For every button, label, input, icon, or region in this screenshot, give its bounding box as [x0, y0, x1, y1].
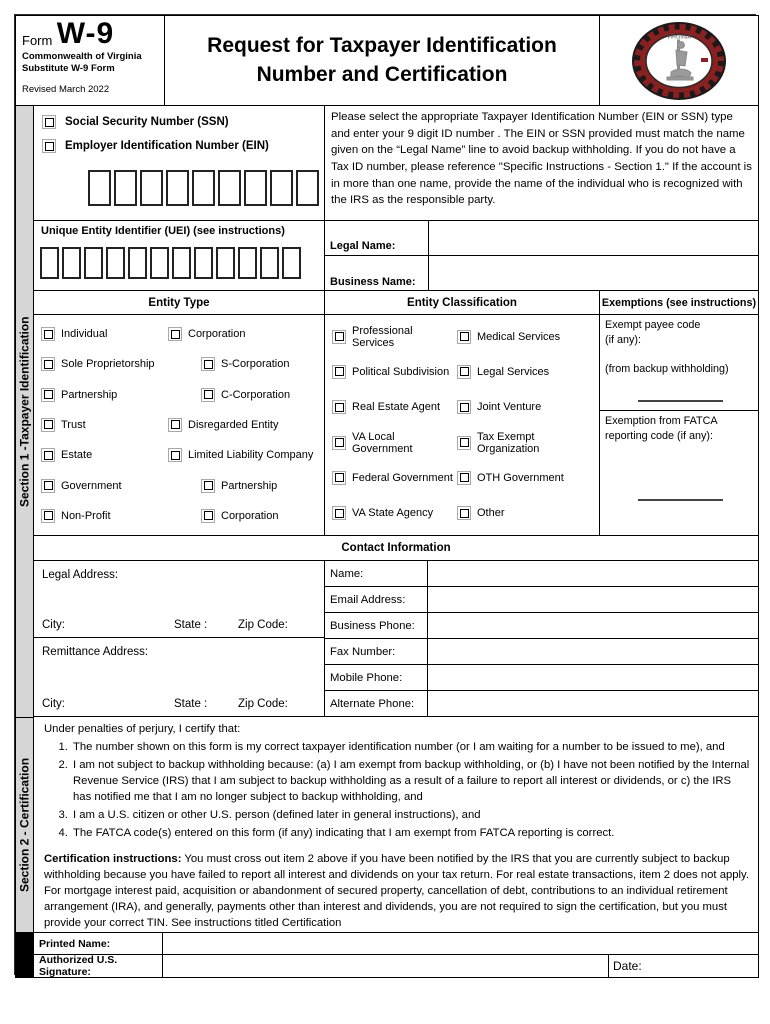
- certification-instructions-label: Certification instructions:: [44, 853, 182, 866]
- entity-classification-header: Entity Classification: [324, 290, 600, 315]
- checkbox-icon[interactable]: [41, 388, 55, 402]
- option-s-corporation[interactable]: S-Corporation: [168, 357, 289, 371]
- entity-type-options: [33, 314, 325, 536]
- checkbox-icon[interactable]: [457, 471, 471, 485]
- alternate-phone-input[interactable]: [428, 691, 758, 716]
- certification-item-1: 1. The number shown on this form is my correct taxpayer identification number (or I am waiting for a number to be issued to me), and: [71, 739, 750, 755]
- uei-character-box[interactable]: [128, 247, 147, 279]
- certification-list: [57, 739, 750, 841]
- checkbox-icon[interactable]: [201, 479, 215, 493]
- checkbox-icon[interactable]: [332, 471, 346, 485]
- fatca-label: Exemption from FATCA reporting code (if any):: [605, 415, 718, 443]
- entity-classification-row: [325, 390, 599, 425]
- option-llc-partnership[interactable]: Partnership: [168, 479, 277, 493]
- checkbox-icon[interactable]: [457, 400, 471, 414]
- checkbox-icon[interactable]: [168, 327, 182, 341]
- legal-address-label: Legal Address:: [42, 569, 119, 581]
- option-trust[interactable]: Trust: [41, 418, 168, 432]
- ssn-checkbox-icon[interactable]: [42, 115, 56, 129]
- contact-row-business-phone: [324, 612, 759, 639]
- tin-digit-box[interactable]: [114, 170, 137, 206]
- option-political-subdivision[interactable]: Political Subdivision: [332, 365, 457, 379]
- remittance-address-block[interactable]: [33, 637, 325, 717]
- alternate-phone-label: Alternate Phone:: [325, 691, 428, 716]
- uei-character-box[interactable]: [172, 247, 191, 279]
- checkbox-icon[interactable]: [201, 509, 215, 523]
- checkbox-icon[interactable]: [332, 330, 346, 344]
- option-corporation[interactable]: Corporation: [168, 327, 245, 341]
- business-phone-label: Business Phone:: [325, 613, 428, 638]
- uei-character-box[interactable]: [194, 247, 213, 279]
- option-llc-corporation[interactable]: Corporation: [168, 509, 278, 523]
- option-joint-venture[interactable]: Joint Venture: [457, 400, 541, 414]
- checkbox-icon[interactable]: [41, 418, 55, 432]
- option-government[interactable]: Government: [41, 479, 168, 493]
- date-label: Date:: [613, 959, 642, 973]
- certification-instructions: [44, 851, 750, 931]
- option-professional-services[interactable]: Professional Services: [332, 325, 457, 349]
- entity-type-header: Entity Type: [33, 290, 325, 315]
- legal-address-block[interactable]: [33, 560, 325, 638]
- exempt-payee-line2: (if any):: [605, 334, 641, 347]
- printed-name-input[interactable]: [162, 932, 759, 955]
- entity-classification-row: [325, 354, 599, 389]
- option-oth-government[interactable]: OTH Government: [457, 471, 564, 485]
- entity-type-row: [34, 440, 324, 470]
- uei-label: Unique Entity Identifier (UEI) (see instructions): [41, 225, 285, 237]
- tin-digit-box[interactable]: [88, 170, 111, 206]
- revision-date: Revised March 2022: [22, 83, 110, 95]
- exemptions-header: Exemptions (see instructions): [599, 290, 759, 315]
- page-title: Request for Taxpayer Identification Number and Certification: [207, 34, 557, 86]
- sidebar-section-2: [15, 717, 34, 933]
- certification-item-3: 3. I am a U.S. citizen or other U.S. person (defined later in general instructions), and: [71, 807, 750, 823]
- option-disregarded-entity[interactable]: Disregarded Entity: [168, 418, 279, 432]
- checkbox-icon[interactable]: [201, 357, 215, 371]
- entity-classification-row: [325, 460, 599, 495]
- form-title-block: [164, 15, 600, 106]
- legal-name-label: Legal Name:: [324, 220, 429, 256]
- uei-block: [33, 220, 325, 291]
- checkbox-icon[interactable]: [457, 506, 471, 520]
- entity-type-row: [34, 501, 324, 531]
- fatca-exemption-block: [599, 410, 759, 536]
- zip-label: Zip Code:: [238, 698, 288, 710]
- contact-row-name: [324, 560, 759, 587]
- entity-classification-row: [325, 496, 599, 531]
- checkbox-icon[interactable]: [41, 479, 55, 493]
- email-input[interactable]: [428, 587, 758, 612]
- org-line-1: Commonwealth of Virginia: [22, 51, 142, 62]
- option-llc[interactable]: Limited Liability Company: [168, 448, 313, 462]
- checkbox-icon[interactable]: [41, 327, 55, 341]
- option-sole-proprietorship[interactable]: Sole Proprietorship: [41, 357, 168, 371]
- w9-form: [14, 14, 757, 978]
- legal-name-input[interactable]: [428, 220, 759, 256]
- option-va-state-agency[interactable]: VA State Agency: [332, 506, 457, 520]
- uei-character-box[interactable]: [106, 247, 125, 279]
- tin-instructions-text: Please select the appropriate Taxpayer Identification Number (EIN or SSN) type and enter your 9 digit ID number . The EIN or SSN provided must match the name given on the “Legal Name” line to avoid backup withholding. If you do not have a Tax ID number, please reference "Specific Instructions - Section 1." If the account is in more than one name, provide the name of the individual who is recognized with the IRS as the responsible party.: [331, 111, 752, 207]
- checkbox-icon[interactable]: [41, 357, 55, 371]
- certification-item-2: 2. I am not subject to backup withholding because: (a) I am exempt from backup withholding, or (b) I have not been notified by the Internal Revenue Service (IRS) that I am subject to backup withholding as a result of a failure to report all interest or dividends, or c) the IRS has notified me that I am no longer subject to backup withholding, and: [71, 757, 750, 805]
- tin-digit-box[interactable]: [192, 170, 215, 206]
- fax-input[interactable]: [428, 639, 758, 664]
- option-partnership[interactable]: Partnership: [41, 388, 168, 402]
- contact-row-mobile: [324, 664, 759, 691]
- option-medical-services[interactable]: Medical Services: [457, 330, 560, 344]
- uei-character-box[interactable]: [40, 247, 59, 279]
- option-non-profit[interactable]: Non-Profit: [41, 509, 168, 523]
- checkbox-icon[interactable]: [332, 365, 346, 379]
- signature-label: Authorized U.S. Signature:: [33, 954, 163, 978]
- state-label: State :: [174, 698, 208, 710]
- form-number: W-9: [56, 17, 115, 50]
- uei-character-box[interactable]: [216, 247, 235, 279]
- option-tax-exempt-organization[interactable]: Tax Exempt Organization: [457, 431, 599, 455]
- uei-character-box[interactable]: [84, 247, 103, 279]
- uei-character-box[interactable]: [260, 247, 279, 279]
- ein-option[interactable]: [42, 139, 324, 153]
- contact-row-email: [324, 586, 759, 613]
- checkbox-icon[interactable]: [457, 436, 471, 450]
- entity-classification-row: [325, 425, 599, 460]
- option-c-corporation[interactable]: C-Corporation: [168, 388, 290, 402]
- checkbox-icon[interactable]: [457, 365, 471, 379]
- email-label: Email Address:: [325, 587, 428, 612]
- tin-digit-box[interactable]: [296, 170, 319, 206]
- uei-character-box[interactable]: [282, 247, 301, 279]
- tin-digit-box[interactable]: [140, 170, 163, 206]
- contact-row-alternate: [324, 690, 759, 717]
- checkbox-icon[interactable]: [332, 400, 346, 414]
- ein-label: Employer Identification Number (EIN): [65, 140, 269, 152]
- certification-instructions-text: You must cross out item 2 above if you have been notified by the IRS that you are currently subject to backup withholding because you have failed to report all interest and dividends on your tax return. For real estate transactions, item 2 does not apply. For mortgage interest paid, acquisition or abandonment of secured property, cancellation of debt, contributions to an individual retirement arrangement (IRA), and generally, payments other than interest and dividends, you are not required to sign the certification, but you must provide your correct TIN. See instructions titled Certification: [44, 853, 749, 930]
- exempt-payee-note: (from backup withholding): [605, 363, 729, 376]
- certification-item-4: 4. The FATCA code(s) entered on this form (if any) indicating that I am exempt from FATCA reporting is correct.: [71, 825, 750, 841]
- sidebar-section-1: [15, 105, 34, 718]
- certification-intro: Under penalties of perjury, I certify that:: [44, 723, 241, 735]
- remittance-address-label: Remittance Address:: [42, 646, 149, 658]
- business-phone-input[interactable]: [428, 613, 758, 638]
- entity-classification-options: [324, 314, 600, 536]
- option-other[interactable]: Other: [457, 506, 505, 520]
- certification-block: [33, 716, 759, 933]
- printed-name-label: Printed Name:: [33, 932, 163, 955]
- ssn-label: Social Security Number (SSN): [65, 116, 229, 128]
- checkbox-icon[interactable]: [332, 436, 346, 450]
- contact-information-header: Contact Information: [33, 535, 759, 561]
- entity-type-row: [34, 410, 324, 440]
- exempt-payee-code-input[interactable]: [638, 400, 723, 402]
- tin-digit-boxes[interactable]: [88, 170, 319, 206]
- city-label: City:: [42, 698, 65, 710]
- fatca-code-input[interactable]: [638, 499, 723, 501]
- uei-character-box[interactable]: [150, 247, 169, 279]
- exempt-payee-code-block: [599, 314, 759, 411]
- tin-digit-box[interactable]: [166, 170, 189, 206]
- option-individual[interactable]: Individual: [41, 327, 168, 341]
- svg-text:VIRGINIA: VIRGINIA: [666, 34, 692, 40]
- uei-character-box[interactable]: [238, 247, 257, 279]
- sidebar-footer-bar: [15, 932, 34, 978]
- option-real-estate-agent[interactable]: Real Estate Agent: [332, 400, 457, 414]
- option-va-local-government[interactable]: VA Local Government: [332, 431, 457, 455]
- zip-label: Zip Code:: [238, 619, 288, 631]
- uei-character-boxes[interactable]: [40, 247, 301, 279]
- ein-checkbox-icon[interactable]: [42, 139, 56, 153]
- checkbox-icon[interactable]: [168, 448, 182, 462]
- exempt-payee-line1: Exempt payee code: [605, 319, 701, 331]
- form-word: Form: [22, 33, 53, 48]
- org-line-2: Substitute W-9 Form: [22, 62, 115, 74]
- option-estate[interactable]: Estate: [41, 448, 168, 462]
- business-name-input[interactable]: [428, 255, 759, 292]
- option-legal-services[interactable]: Legal Services: [457, 365, 549, 379]
- tin-digit-box[interactable]: [244, 170, 267, 206]
- contact-row-fax: [324, 638, 759, 665]
- tin-digit-box[interactable]: [218, 170, 241, 206]
- uei-character-box[interactable]: [62, 247, 81, 279]
- checkbox-icon[interactable]: [332, 506, 346, 520]
- business-name-label: Business Name:: [324, 255, 429, 292]
- fax-label: Fax Number:: [325, 639, 428, 664]
- virginia-state-seal-icon: [627, 20, 731, 102]
- checkbox-icon[interactable]: [457, 330, 471, 344]
- state-label: State :: [174, 619, 208, 631]
- ssn-option[interactable]: [42, 115, 324, 129]
- name-input[interactable]: [428, 561, 758, 586]
- legal-address-city-line: [42, 619, 318, 631]
- tin-digit-box[interactable]: [270, 170, 293, 206]
- entity-type-row: [34, 319, 324, 349]
- mobile-phone-input[interactable]: [428, 665, 758, 690]
- mobile-phone-label: Mobile Phone:: [325, 665, 428, 690]
- signature-input[interactable]: [162, 954, 609, 978]
- seal-block: [599, 15, 759, 106]
- checkbox-icon[interactable]: [201, 388, 215, 402]
- entity-type-row: [34, 349, 324, 379]
- section-2-label: Section 2 - Certification: [17, 757, 32, 893]
- name-label: Name:: [325, 561, 428, 586]
- option-federal-government[interactable]: Federal Government: [332, 471, 457, 485]
- date-field[interactable]: [608, 954, 759, 978]
- city-label: City:: [42, 619, 65, 631]
- section-1-label: Section 1 -Taxpayer Identification: [17, 316, 32, 507]
- tin-instructions: [324, 105, 759, 221]
- tin-type-block: [33, 105, 325, 221]
- checkbox-icon[interactable]: [41, 509, 55, 523]
- remittance-address-city-line: [42, 698, 318, 710]
- entity-type-row: [34, 380, 324, 410]
- checkbox-icon[interactable]: [41, 448, 55, 462]
- entity-type-row: [34, 470, 324, 500]
- entity-classification-row: [325, 319, 599, 354]
- checkbox-icon[interactable]: [168, 418, 182, 432]
- form-id-block: [15, 15, 165, 106]
